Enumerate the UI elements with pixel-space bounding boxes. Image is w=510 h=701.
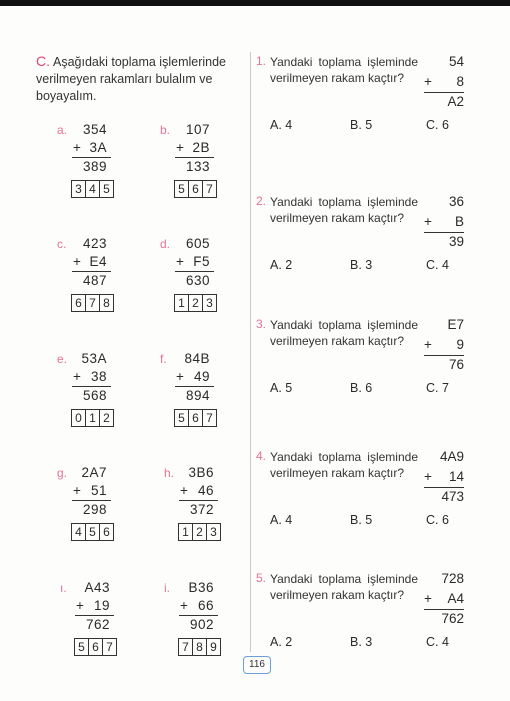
question-number: 2. xyxy=(256,194,267,208)
choice-box[interactable]: 5 xyxy=(75,639,89,655)
addend-bottom: 2B xyxy=(192,140,210,155)
sum-result: 568 xyxy=(82,388,107,403)
option-c[interactable]: C. 6 xyxy=(426,513,449,527)
sum-line xyxy=(424,609,464,610)
answer-boxes xyxy=(174,409,217,427)
addend-top: 354 xyxy=(82,122,107,137)
addend-top: B36 xyxy=(188,580,214,595)
sum-line xyxy=(175,271,214,272)
plus-sign: + xyxy=(76,598,84,613)
sum-result: 487 xyxy=(82,273,107,288)
option-b[interactable]: B. 5 xyxy=(350,118,373,132)
option-a[interactable]: A. 4 xyxy=(270,513,293,527)
question-number: 1. xyxy=(256,54,267,68)
answer-boxes xyxy=(178,523,221,541)
sum-line xyxy=(424,355,464,356)
choice-box[interactable]: 0 xyxy=(72,410,86,426)
question-2 xyxy=(256,194,476,289)
addend-bottom: 3A xyxy=(89,140,107,155)
sum-result: 473 xyxy=(441,489,464,504)
problem-label: e. xyxy=(57,352,68,366)
addend-top: 54 xyxy=(448,54,464,69)
answer-boxes xyxy=(178,638,221,656)
sum-line xyxy=(175,157,214,158)
addend-bottom: E4 xyxy=(89,254,107,269)
question-4 xyxy=(256,449,476,544)
problem-i xyxy=(164,580,254,660)
plus-sign: + xyxy=(73,483,81,498)
sum-result: 76 xyxy=(448,357,464,372)
choice-box[interactable]: 6 xyxy=(189,410,203,426)
addend-top: E7 xyxy=(447,317,464,332)
plus-sign: + xyxy=(73,254,81,269)
question-text: Yandaki toplama işleminde verilmeyen rakam kaçtır? xyxy=(270,450,418,480)
sum-line xyxy=(424,92,464,93)
addend-bottom: 66 xyxy=(197,598,214,613)
problem-label: i. xyxy=(164,581,170,595)
plus-sign: + xyxy=(176,140,184,155)
option-c[interactable]: C. 6 xyxy=(426,118,449,132)
plus-sign: + xyxy=(424,591,432,606)
sum-result: 902 xyxy=(189,617,214,632)
plus-sign: + xyxy=(73,140,81,155)
sum-result: 762 xyxy=(85,617,110,632)
addend-bottom: 19 xyxy=(93,598,110,613)
problem-f xyxy=(160,351,250,431)
problem-h xyxy=(164,465,254,545)
choice-box[interactable]: 3 xyxy=(210,525,217,539)
addition-operation xyxy=(424,571,464,631)
addend-top: 728 xyxy=(441,571,464,586)
question-text: Yandaki toplama işleminde verilmeyen rakam kaçtır? xyxy=(270,195,418,225)
addend-top: 3B6 xyxy=(188,465,214,480)
problem-label: h. xyxy=(164,466,175,480)
question-1 xyxy=(256,54,476,149)
sum-line xyxy=(175,386,214,387)
answer-boxes xyxy=(174,180,217,198)
option-c[interactable]: C. 4 xyxy=(426,635,449,649)
problem-g xyxy=(57,465,147,545)
answer-boxes xyxy=(71,523,114,541)
addend-top: A43 xyxy=(84,580,110,595)
question-text: Yandaki toplama işleminde verilmeyen rakam kaçtır? xyxy=(270,318,418,348)
addend-bottom: F5 xyxy=(193,254,210,269)
problem-c xyxy=(57,236,147,316)
sum-line xyxy=(424,232,464,233)
option-a[interactable]: A. 4 xyxy=(270,118,293,132)
choice-box[interactable]: 8 xyxy=(103,296,110,310)
problem-label: a. xyxy=(57,123,68,137)
option-a[interactable]: A. 2 xyxy=(270,635,293,649)
sum-line xyxy=(72,157,111,158)
sum-line xyxy=(179,500,218,501)
sum-line xyxy=(72,386,111,387)
addend-top: 36 xyxy=(448,194,464,209)
problem-e xyxy=(57,351,147,431)
plus-sign: + xyxy=(180,598,188,613)
addend-top: 2A7 xyxy=(81,465,107,480)
option-b[interactable]: B. 3 xyxy=(350,258,373,272)
problem-a xyxy=(57,122,147,202)
option-b[interactable]: B. 5 xyxy=(350,513,373,527)
problem-i-dotless xyxy=(60,580,150,660)
addend-top: 84B xyxy=(184,351,210,366)
choice-box[interactable]: 7 xyxy=(86,295,100,311)
sum-result: A2 xyxy=(447,94,464,109)
option-a[interactable]: A. 5 xyxy=(270,381,293,395)
instruction-text: Aşağıdaki toplama işlemlerinde verilmeyen rakamları bulalım ve boyayalım. xyxy=(36,55,227,103)
plus-sign: + xyxy=(424,337,432,352)
column-divider xyxy=(250,52,251,652)
choice-box[interactable]: 5 xyxy=(103,182,110,196)
choice-box[interactable]: 7 xyxy=(206,411,213,425)
answer-boxes xyxy=(71,409,114,427)
addend-top: 605 xyxy=(185,236,210,251)
question-text: Yandaki toplama işleminde verilmeyen rakam kaçtır? xyxy=(270,572,418,602)
addend-bottom: 8 xyxy=(456,74,464,89)
sum-line xyxy=(424,487,464,488)
choice-box[interactable]: 1 xyxy=(175,295,189,311)
sum-result: 372 xyxy=(189,502,214,517)
option-c[interactable]: C. 7 xyxy=(426,381,449,395)
addend-top: 107 xyxy=(185,122,210,137)
choice-box[interactable]: 2 xyxy=(189,295,203,311)
choice-box[interactable]: 5 xyxy=(175,181,189,197)
answer-boxes xyxy=(71,294,114,312)
question-5 xyxy=(256,571,476,666)
choice-box[interactable]: 6 xyxy=(89,639,103,655)
plus-sign: + xyxy=(73,369,81,384)
sum-result: 762 xyxy=(441,611,464,626)
answer-boxes xyxy=(174,294,217,312)
problem-label: f. xyxy=(160,352,167,366)
question-3 xyxy=(256,317,476,412)
question-text: Yandaki toplama işleminde verilmeyen rakam kaçtır? xyxy=(270,55,418,85)
addition-operation xyxy=(424,194,464,254)
choice-box[interactable]: 3 xyxy=(72,181,86,197)
answer-boxes xyxy=(71,180,114,198)
option-b[interactable]: B. 6 xyxy=(350,381,373,395)
plus-sign: + xyxy=(424,469,432,484)
choice-box[interactable]: 3 xyxy=(206,296,213,310)
section-letter: C. xyxy=(36,53,50,69)
addend-top: 4A9 xyxy=(439,449,464,464)
sum-line xyxy=(179,615,218,616)
choice-box[interactable]: 4 xyxy=(86,181,100,197)
addend-bottom: 9 xyxy=(456,337,464,352)
addend-bottom: 38 xyxy=(90,369,107,384)
problem-label: d. xyxy=(160,237,171,251)
choice-box[interactable]: 7 xyxy=(106,640,113,654)
choice-box[interactable]: 4 xyxy=(72,524,86,540)
top-border xyxy=(0,0,510,6)
question-number: 3. xyxy=(256,317,267,331)
choice-box[interactable]: 1 xyxy=(179,524,193,540)
addend-bottom: 14 xyxy=(448,469,464,484)
sum-result: 133 xyxy=(185,159,210,174)
problem-label: g. xyxy=(57,466,68,480)
problem-d xyxy=(160,236,250,316)
choice-box[interactable]: 6 xyxy=(103,525,110,539)
choice-box[interactable]: 2 xyxy=(193,524,207,540)
problem-label: b. xyxy=(160,123,171,137)
option-b[interactable]: B. 3 xyxy=(350,635,373,649)
sum-result: 630 xyxy=(185,273,210,288)
choice-box[interactable]: 9 xyxy=(210,640,217,654)
problem-label: ı. xyxy=(60,581,67,595)
choice-box[interactable]: 2 xyxy=(103,411,110,425)
sum-result: 894 xyxy=(185,388,210,403)
plus-sign: + xyxy=(180,483,188,498)
plus-sign: + xyxy=(424,214,432,229)
question-number: 5. xyxy=(256,571,267,585)
sum-result: 389 xyxy=(82,159,107,174)
choice-box[interactable]: 6 xyxy=(72,295,86,311)
page-number: 116 xyxy=(243,656,271,674)
addition-operation xyxy=(424,317,464,377)
choice-box[interactable]: 6 xyxy=(189,181,203,197)
choice-box[interactable]: 5 xyxy=(175,410,189,426)
addition-operation xyxy=(424,54,464,114)
option-a[interactable]: A. 2 xyxy=(270,258,293,272)
sum-line xyxy=(75,615,114,616)
answer-boxes xyxy=(74,638,117,656)
plus-sign: + xyxy=(176,369,184,384)
plus-sign: + xyxy=(176,254,184,269)
addend-top: 53A xyxy=(81,351,107,366)
addend-bottom: 49 xyxy=(193,369,210,384)
sum-line xyxy=(72,500,111,501)
choice-box[interactable]: 7 xyxy=(206,182,213,196)
sum-line xyxy=(72,271,111,272)
sum-result: 298 xyxy=(82,502,107,517)
sum-result: 39 xyxy=(448,234,464,249)
addend-top: 423 xyxy=(82,236,107,251)
addend-bottom: B xyxy=(454,214,464,229)
choice-box[interactable]: 7 xyxy=(179,639,193,655)
option-c[interactable]: C. 4 xyxy=(426,258,449,272)
problem-b xyxy=(160,122,250,202)
choice-box[interactable]: 1 xyxy=(86,410,100,426)
question-number: 4. xyxy=(256,449,267,463)
addend-bottom: 51 xyxy=(90,483,107,498)
section-instruction xyxy=(36,53,246,105)
addend-bottom: 46 xyxy=(197,483,214,498)
choice-box[interactable]: 5 xyxy=(86,524,100,540)
problem-label: c. xyxy=(57,237,67,251)
addition-operation xyxy=(424,449,464,509)
addend-bottom: A4 xyxy=(447,591,464,606)
plus-sign: + xyxy=(424,74,432,89)
choice-box[interactable]: 8 xyxy=(193,639,207,655)
